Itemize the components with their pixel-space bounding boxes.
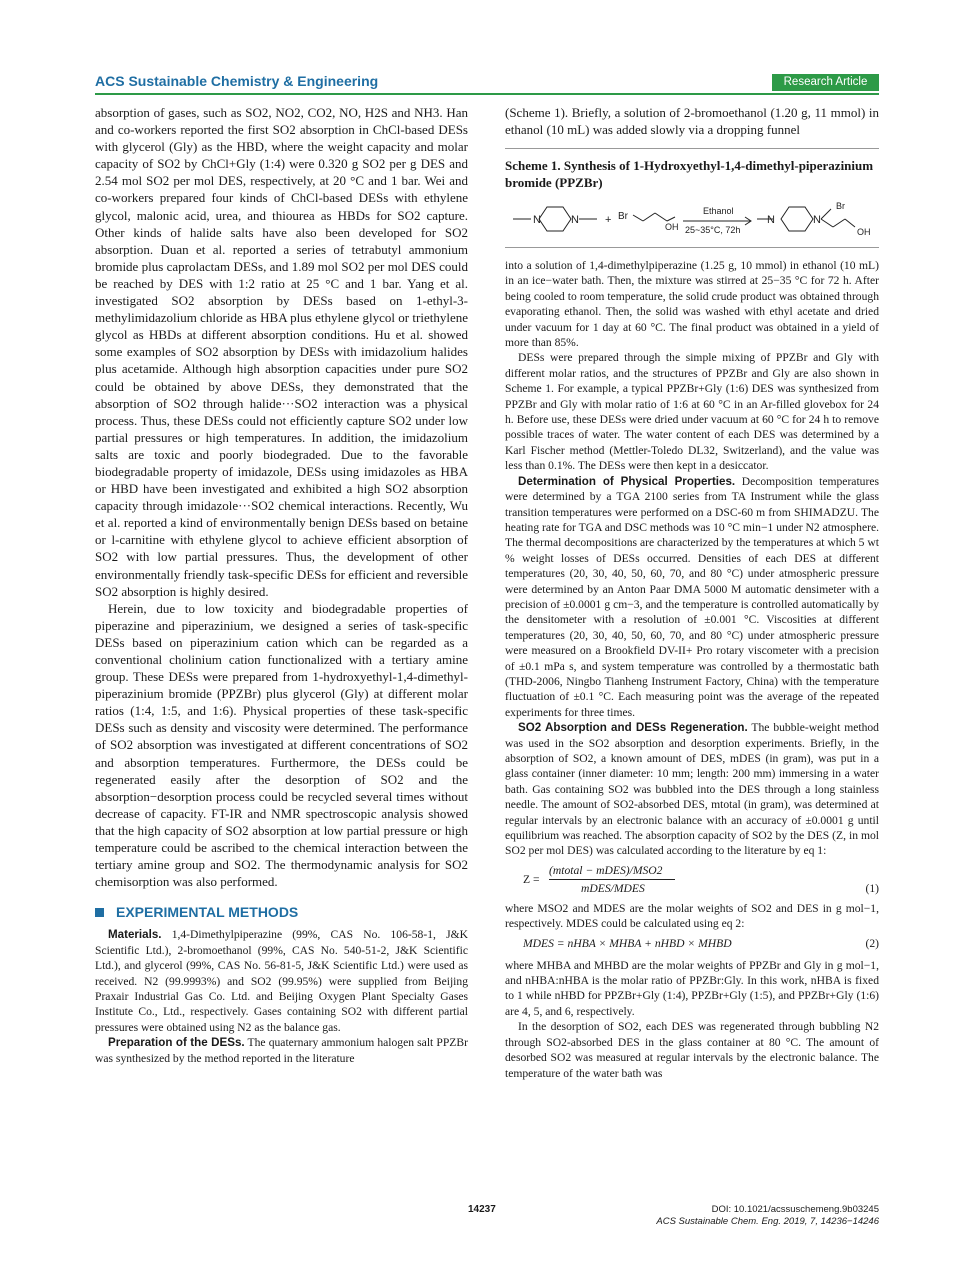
eq1-denominator: mDES/MDES <box>581 881 645 895</box>
section-heading <box>95 904 468 921</box>
eq1-fraction-bar <box>549 879 675 880</box>
intro-paragraph-2: Herein, due to low toxicity and biodegradable properties of piperazine and piperazinium, we designed a series of task-specific DESs based on piperazinium cation which can be regarded as a conventional cholinium cation functionalized with a tertiary amine group. These DESs were prepared from 1-hydroxyethyl-1,4-dimethyl-piperazinium bromide (PPZBr) plus glycerol (Gly) at different molar ratios (1:4, 1:5, and 1:6). Physical properties of these task-specific DESs such as density and viscosity were determined. The performance of SO2 absorption was investigated at different concentrations of SO2 and absorption temperatures. Furthermore, the DESs could be regenerated easily after the desorption of SO2 and the absorption−desorption process could be recycled several times without decrease of capacity. FT-IR and NMR spectroscopic analysis showed that the high capacity of SO2 absorption at low partial pressure or high temperature could be ascribed to the chemical interaction between the tertiary amine group and SO2. The thermodynamic analysis for SO2 chemisorption was also performed. <box>95 600 468 890</box>
scheme-reaction-diagram <box>505 197 879 241</box>
journal-title: ACS Sustainable Chemistry & Engineering <box>95 73 379 89</box>
page-number: 14237 <box>468 1204 496 1215</box>
eq1-lhs: Z = <box>523 872 540 886</box>
eq1-numerator: (mtotal − mDES)/MSO2 <box>549 863 663 877</box>
intro-paragraph-1: absorption of gases, such as SO2, NO2, CO2, NO, H2S and NH3. Han and co-workers reported the first SO2 absorption in ChCl-based DESs with glycerol (Gly) as the HBD, where the weight capacity and molar capacity of SO2 by ChCl+Gly (1:4) were 0.320 g SO2 per g DES and 2.54 mol SO2 per mol DES, respectively, at 20 °C and 1 bar. Wei and co-workers prepared four kinds of ChCl-based DESs with ethylene glycol, malonic acid, urea, and thiourea as HBDs for SO2 capture. Other kinds of halide salts have also been developed for SO2 absorption. Duan et al. reported a series of tetrabutyl ammonium bromide plus caprolactam DESs, and 1.89 mol SO2 per mol DES could be reached by DES with 1:2 ratio at 25 °C and 1 bar. Yang et al. investigated SO2 absorption by DESs based on 1-ethyl-3-methylimidazolium chloride as HBA plus ethylene glycol or triethylene glycol as HBDs at different absorption conditions. Hu et al. showed some examples of SO2 absorption by DESs with imidazolium halides plus acetamide. Although high absorption capacities under pure SO2 could be obtained by above DESs, they demonstrated that the absorption of SO2 through halide···SO2 interaction was a physical process. Thus, these DESs could not efficiently capture SO2 under low partial pressures or high temperatures. In addition, the imidazolium salts are toxic and poorly biodegraded. Due to the favorable biodegradable property of imidazole, DESs using imidazoles as HBA or HBD have been investigated and exhibited a high SO2 absorption capacity through imidazole···SO2 chemical interactions. Recently, Wu et al. reported a kind of environmentally benign DESs based on betaine or l-carnitine with ethylene glycol to achieve efficient absorption of SO2 with low partial pressures. Thus, the development of other environmentally friendly task-specific DESs for efficient and reversible SO2 absorption is highly desired. <box>95 105 468 599</box>
svg-text:OH: OH <box>857 227 871 237</box>
article-type-badge: Research Article <box>772 74 879 91</box>
right-column <box>505 104 879 1081</box>
scheme-1 <box>505 148 879 248</box>
physical-properties-heading: Determination of Physical Properties. <box>518 474 736 488</box>
eq1-explanation: where MSO2 and MDES are the molar weights of SO2 and DES in g mol−1, respectively. MDES could be calculated using eq 2: <box>505 901 879 931</box>
svg-text:N: N <box>533 214 541 226</box>
scheme-br-label: Br <box>618 211 628 222</box>
so2-absorption-heading: SO2 Absorption and DESs Regeneration. <box>518 721 748 735</box>
synthesis-paragraph: into a solution of 1,4-dimethylpiperazine (1.25 g, 10 mmol) in ethanol (10 mL) in an ice−water bath. Then, the mixture was stirred at 25−35 °C for 72 h. After being cooled to room temperature, the solid crude product was obtained through evaporating ethanol. Then, the solid was washed with ethyl acetate and dried under vacuum for 1 day at 60 °C. The final product was obtained in a yield of more than 85%. <box>505 259 879 350</box>
equation-2 <box>505 936 879 954</box>
physical-properties-text: Decomposition temperatures were determined by a TGA 2100 series from TA Instrument while the glass transition temperatures were performed on a DSC-60 m from SHIMADZU. The heating rate for TGA and DSC methods was 10 °C min−1 under N2 atmosphere. The thermal decompositions are characterized by the temperatures at which 5 wt % weight losses of DESs occurred. Densities of each DES at different temperatures (20, 30, 40, 50, 60, 70, and 80 °C) under atmospheric pressure were determined by an Anton Paar DMA 5000 M automatic densimeter with a precision of ±0.0001 g cm−3, and the temperature is controlled automatically by the densitometer with a resolution of ±0.001 °C. Viscosities at different temperatures (20, 30, 40, 50, 60, 70, and 80 °C) under atmospheric pressure were measured on a Brookfield DV-II+ Pro rotary viscometer with a precision of ±0.1 mPa s, and system temperature was controlled by a thermostatic bath (THD-2006, Ningbo Tianheng Instrument Factory, China) with the temperature fluctuation of ±0.1 °C. Each measuring point was the average of the repeated experiments for three times. <box>505 474 879 719</box>
materials-heading: Materials. <box>108 928 162 942</box>
eq1-number: (1) <box>865 881 879 895</box>
svg-text:N: N <box>571 214 579 226</box>
footer-doi[interactable]: DOI: 10.1021/acssuschemeng.9b03245 <box>711 1204 879 1215</box>
svg-text:N: N <box>767 214 775 226</box>
section-title: EXPERIMENTAL METHODS <box>116 904 299 921</box>
desorption-paragraph: In the desorption of SO2, each DES was regenerated through bubbling N2 through SO2-absorbed DES in the glass container at 80 °C. The amount of desorbed SO2 was measured at regular intervals by the electronic balance. The temperature of the water bath was <box>505 1020 879 1080</box>
left-column <box>95 104 468 1066</box>
scheme-title: Scheme 1. Synthesis of 1-Hydroxyethyl-1,4-dimethyl-piperazinium bromide (PPZBr) <box>505 158 874 190</box>
materials-text: 1,4-Dimethylpiperazine (99%, CAS No. 106-58-1, J&K Scientific Ltd.), 2-bromoethanol (99%, CAS No. 540-51-2, J&K Scientific Ltd.), and glycerol (99%, CAS No. 56-81-5, J&K Scientific Ltd.) were used as received. N2 (99.9993%) and SO2 (99.95%) were supplied from Beijing Praxair Industrial Gas Co. Ltd. and Beijing Oxygen Plant Specialty Gases Institute Co., Ltd., respectively. Gases containing SO2 with different partial pressures were obtained using N2 as the balance gas. <box>95 928 468 1034</box>
eq2-explanation: where MHBA and MHBD are the molar weights of PPZBr and Gly in g mol−1, and nHBA:nHBA is the molar ratio of PPZBr:Gly. In this work, nHBA is fixed to 1 while nHBD for PPZBr+Gly (1:4), PPZBr+Gly (1:5), and PPZBr+Gly (1:6) are 4, 5, and 6, respectively. <box>505 958 879 1018</box>
svg-text:N: N <box>813 214 821 226</box>
preparation-text: The quaternary ammonium halogen salt PPZBr was synthesized by the method reported in the literature <box>95 1036 468 1065</box>
footer-citation <box>656 1204 879 1228</box>
svg-text:+: + <box>605 214 612 226</box>
des-preparation-paragraph: DESs were prepared through the simple mixing of PPZBr and Gly with different molar ratios, and the structures of PPZBr and Gly are also shown in Scheme 1. For example, a typical PPZBr+Gly (1:6) DES was synthesized from PPZBr and Gly with molar ratio of 1:6 at 60 °C in an Ar-filled glovebox for 24 h. Before use, these DESs were dried under vacuum at 60 °C for 24 h to remove possible traces of water. The water content of each DES was determined by a Karl Fischer method (Mettler-Toledo DL32, Switzerland), and the value was less than 0.1%. The DESs were then kept in a desiccator. <box>505 351 879 473</box>
section-square-icon <box>95 908 104 917</box>
scheme-condition-label: 25~35°C, 72h <box>685 225 741 235</box>
eq2-number: (2) <box>865 936 879 950</box>
header-rule <box>95 93 879 95</box>
so2-absorption-paragraph <box>505 720 879 859</box>
preparation-heading: Preparation of the DESs. <box>108 1036 245 1050</box>
eq2-body: MDES = nHBA × MHBA + nHBD × MHBD <box>523 936 732 950</box>
scheme-oh-label: OH <box>665 222 679 232</box>
so2-absorption-text: The bubble-weight method was used in the SO2 absorption and desorption experiments. Briefly, in the absorption of SO2, a known amount of DES, mDES (in gram), was put in a glass container (inner diameter: 10 mm; length: 200 mm) immersing in a water bath. Gas containing SO2 was bubbled into the DES through a long stainless needle. The amount of SO2-absorbed DES, mtotal (in gram), was determined at regular intervals by an electronic balance with an accuracy of ±0.0001 g until equilibrium was reached. The absorption capacity of SO2 by the DES (Z, in mol SO2 per mol DES) was calculated according to the literature by eq 1: <box>505 721 879 858</box>
scheme-solvent-label: Ethanol <box>703 206 734 216</box>
materials-paragraph <box>95 927 468 1035</box>
preparation-paragraph <box>95 1035 468 1066</box>
scheme-ref-text: (Scheme 1). Briefly, a solution of 2-bromoethanol (1.20 g, 11 mmol) in ethanol (10 mL) was added slowly via a dropping funnel <box>505 105 879 137</box>
physical-properties-paragraph <box>505 474 879 721</box>
svg-text:Br: Br <box>836 201 845 211</box>
equation-1 <box>505 863 879 897</box>
footer-journal-ref: ACS Sustainable Chem. Eng. 2019, 7, 14236−14246 <box>656 1216 879 1227</box>
